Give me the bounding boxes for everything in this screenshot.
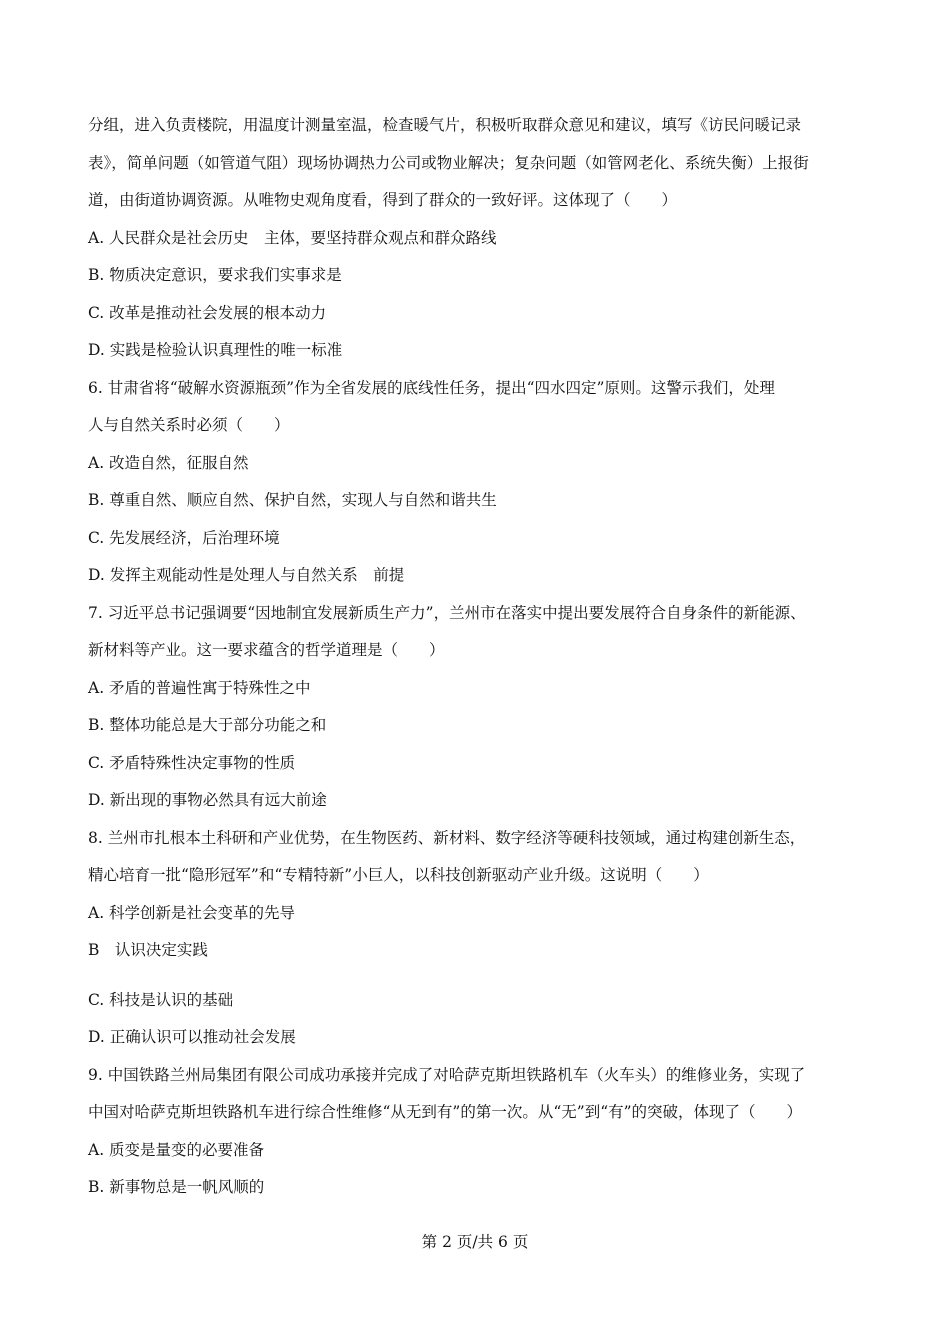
text-line: 分组，进入负责楼院，用温度计测量室温，检查暖气片，积极听取群众意见和建议，填写《访民问暖记录: [88, 116, 802, 134]
text-line: 表》，简单问题（如管道气阻）现场协调热力公司或物业解决；复杂问题（如管网老化、系统失衡）上报街: [88, 154, 809, 172]
option-b: B. 尊重自然、顺应自然、保护自然，实现人与自然和谐共生: [88, 491, 497, 509]
text-line: 新材料等产业。这一要求蕴含的哲学道理是（ ）: [88, 641, 445, 659]
option-c: C. 改革是推动社会发展的根本动力: [88, 304, 327, 322]
option-c: C. 矛盾特殊性决定事物的性质: [88, 754, 296, 772]
option-a: A. 矛盾的普遍性寓于特殊性之中: [88, 679, 311, 697]
text-line: 精心培育一批“隐形冠军”和“专精特新”小巨人，以科技创新驱动产业升级。这说明（ ）: [88, 866, 709, 884]
option-b: B. 新事物总是一帆风顺的: [88, 1178, 265, 1196]
option-c: C. 先发展经济，后治理环境: [88, 529, 280, 547]
option-c: C. 科技是认识的基础: [88, 991, 234, 1009]
option-b: B 认识决定实践: [88, 941, 208, 959]
option-d: D. 发挥主观能动性是处理人与自然关系 前提: [88, 566, 405, 584]
option-a: A. 质变是量变的必要准备: [88, 1141, 265, 1159]
text-line: 道，由街道协调资源。从唯物史观角度看，得到了群众的一致好评。这体现了（ ）: [88, 191, 678, 209]
option-d: D. 新出现的事物必然具有远大前途: [88, 791, 327, 809]
text-line: 人与自然关系时必须（ ）: [88, 416, 290, 434]
question-6: 6. 甘肃省将“破解水资源瓶颈”作为全省发展的底线性任务，提出“四水四定”原则。这警示我们，处理: [88, 379, 775, 397]
option-d: D. 实践是检验认识真理性的唯一标准: [88, 341, 343, 359]
option-b: B. 整体功能总是大于部分功能之和: [88, 716, 327, 734]
question-9: 9. 中国铁路兰州局集团有限公司成功承接并完成了对哈萨克斯坦铁路机车（火车头）的维修业务，实现了: [88, 1066, 806, 1084]
option-a: A. 人民群众是社会历史 主体，要坚持群众观点和群众路线: [88, 229, 497, 247]
option-d: D. 正确认识可以推动社会发展: [88, 1028, 296, 1046]
option-b: B. 物质决定意识，要求我们实事求是: [88, 266, 342, 284]
question-8: 8. 兰州市扎根本土科研和产业优势，在生物医药、新材料、数字经济等硬科技领域，通过构建创新生态，: [88, 829, 806, 847]
page-footer: 第 2 页/共 6 页: [421, 1233, 529, 1251]
text-line: 中国对哈萨克斯坦铁路机车进行综合性维修“从无到有”的第一次。从“无”到“有”的突破，体现了（ ）: [88, 1103, 803, 1121]
option-a: A. 改造自然，征服自然: [88, 454, 249, 472]
option-a: A. 科学创新是社会变革的先导: [88, 904, 296, 922]
question-7: 7. 习近平总书记强调要“因地制宜发展新质生产力”，兰州市在落实中提出要发展符合自身条件的新能源、: [88, 604, 806, 622]
